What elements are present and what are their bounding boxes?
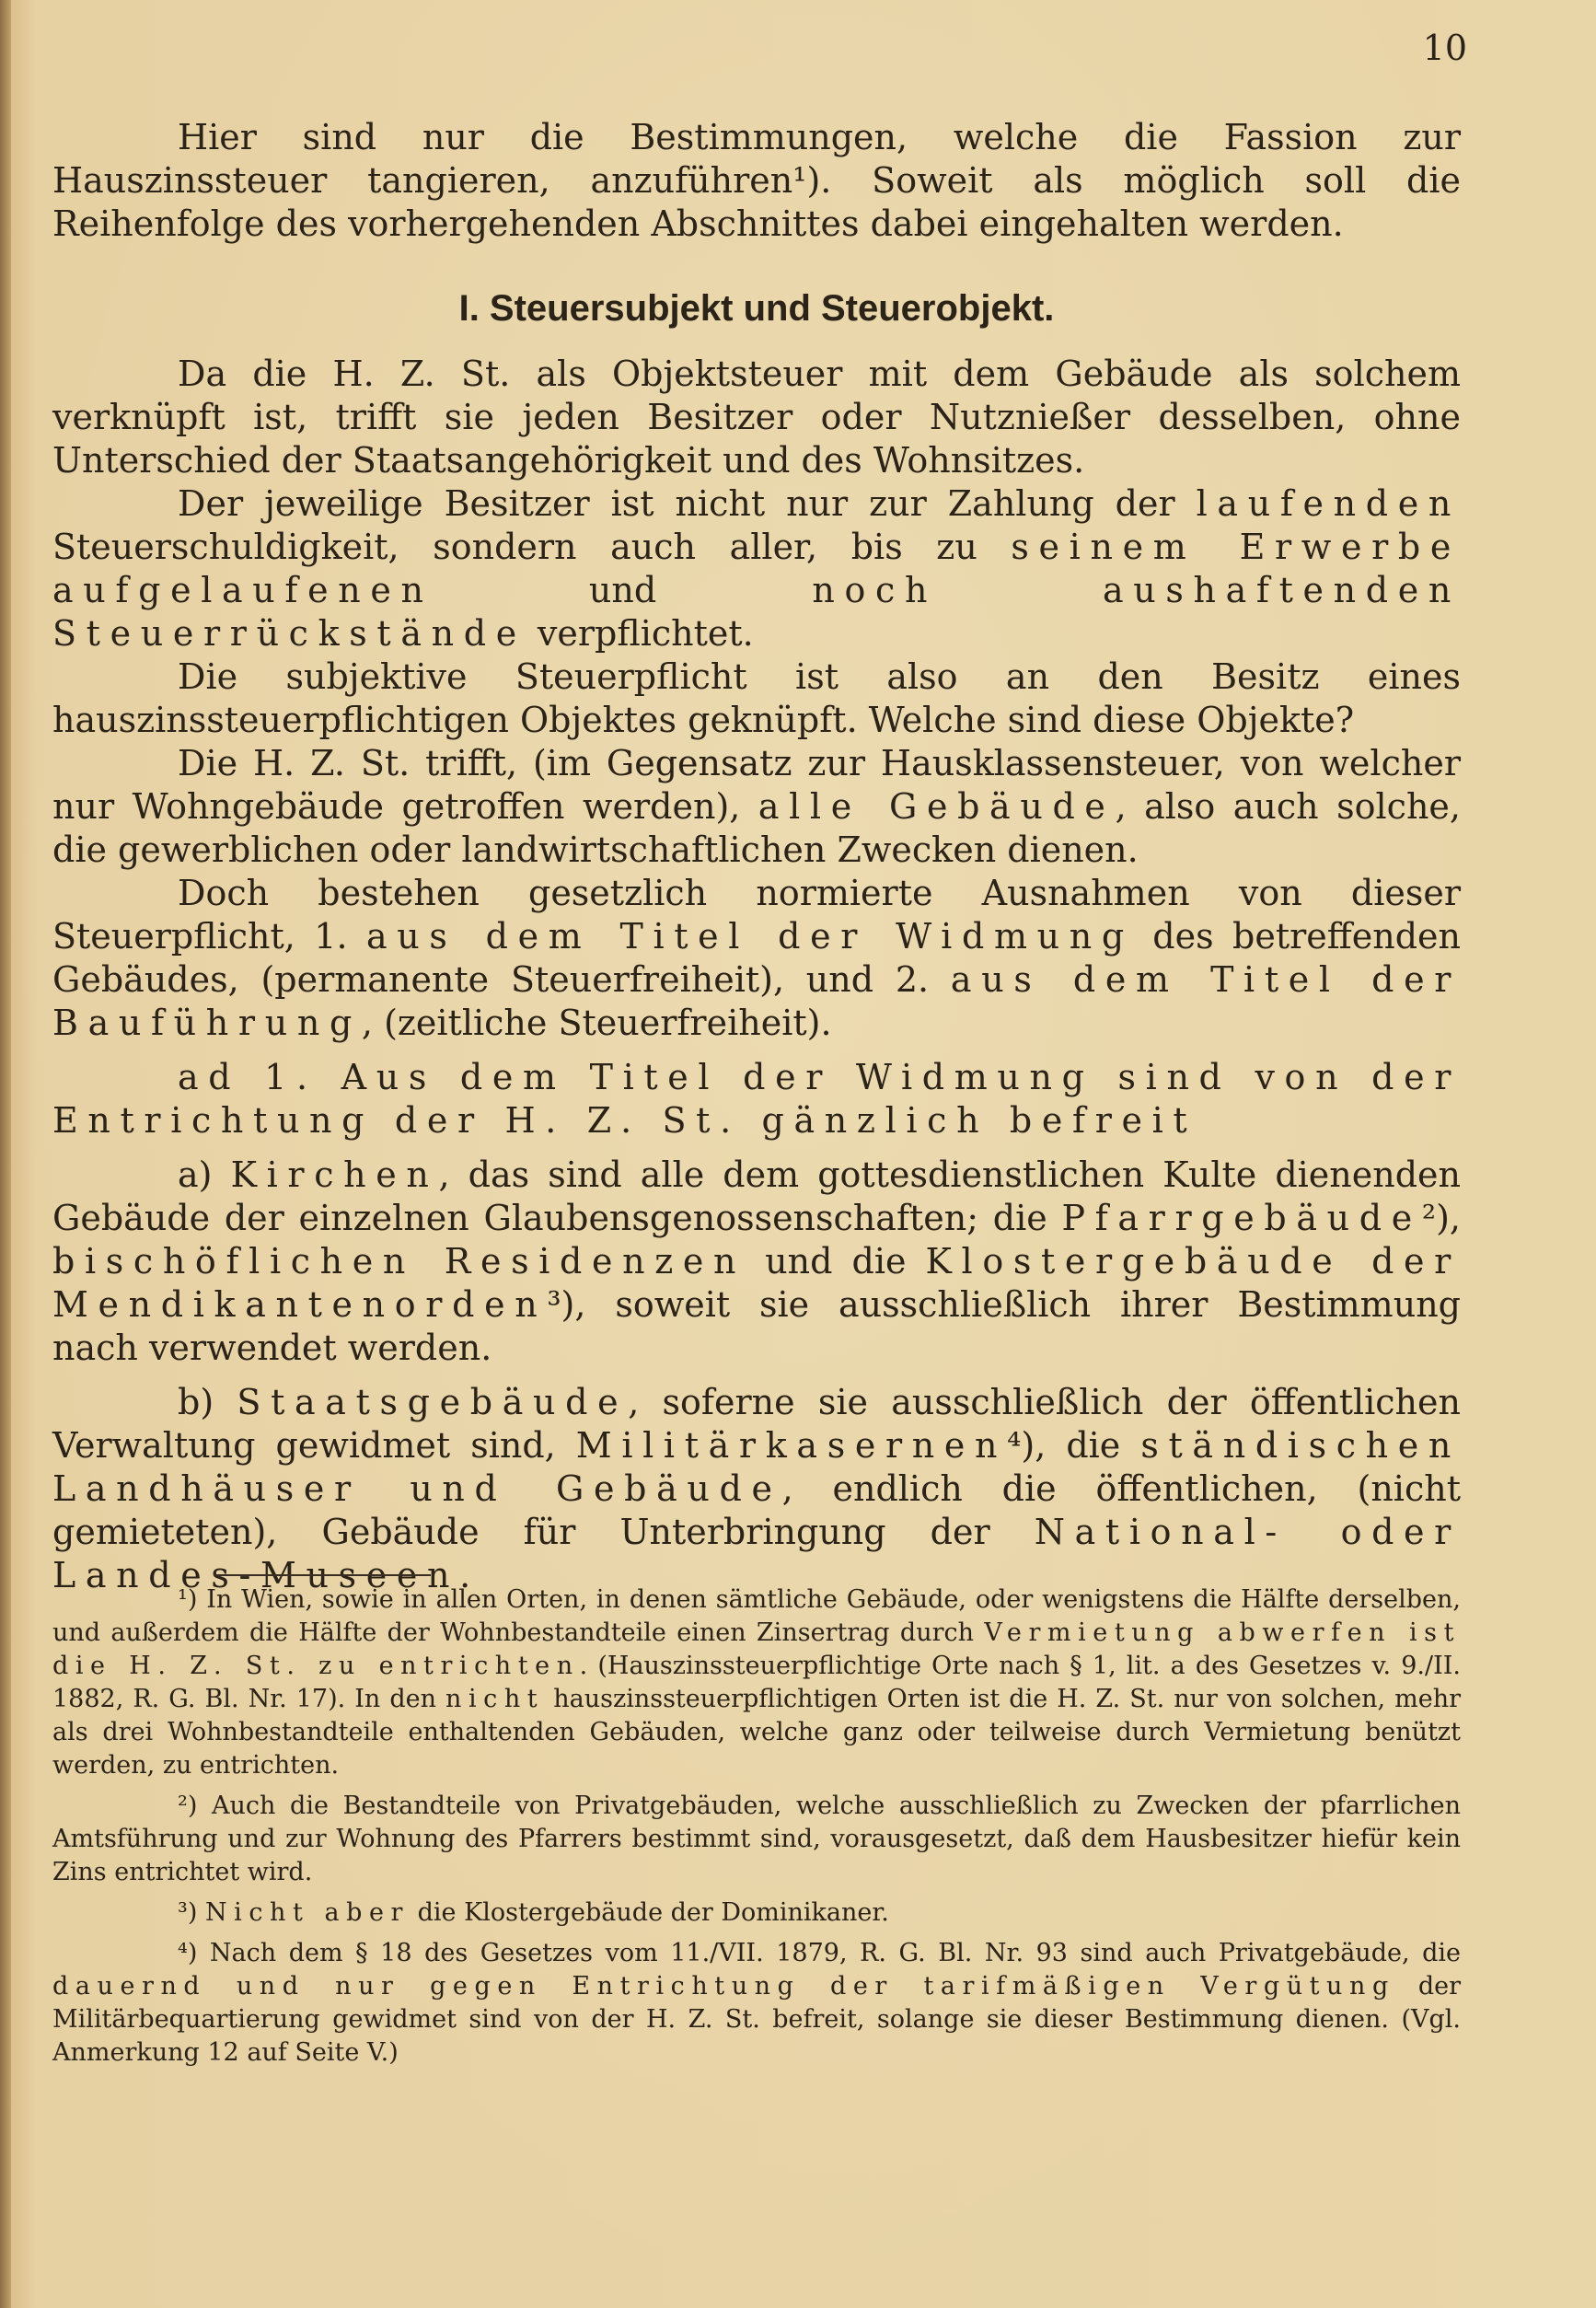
paragraph-7: a) Kirchen, das sind alle dem gottesdienstlichen Kulte dienenden Gebäude der einzelnen Glaubensgenossenschaften; die Pfarrgebäude²), bischöflichen Residenzen und die Klostergebäude der Mendikantenorden³), soweit sie ausschließlich ihrer Bestimmung nach verwendet werden. (52, 1154, 1462, 1368)
paragraph-2: Der jeweilige Besitzer ist nicht nur zur Zahlung der laufenden Steuerschuldigkeit, sondern auch aller, bis zu seinem Erwerbe aufgelaufenen und noch aushaftenden Steuerrückstände verpflichtet. (52, 483, 1462, 654)
footnote-4: ⁴) Nach dem § 18 des Gesetzes vom 11./VII. 1879, R. G. Bl. Nr. 93 sind auch Privatgebäude, die dauernd und nur gegen Entrichtung der tarifmäßigen Vergütung der Militärbequartierung gewidmet sind von der H. Z. St. befreit, solange sie dieser Bestimmung dienen. (Vgl. Anmerkung 12 auf Seite V.) (52, 1939, 1461, 2067)
paragraph-3: Die subjektive Steuerpflicht ist also an den Besitz eines hauszinssteuerpflichtigen Objektes geknüpft. Welche sind diese Objekte? (52, 656, 1461, 740)
book-binding-edge (0, 0, 11, 2308)
footnote-1: ¹) In Wien, sowie in allen Orten, in denen sämtliche Gebäude, oder wenigstens die Hälfte derselben, und außerdem die Hälfte der Wohnbestandteile einen Zinsertrag durch Vermietung abwerfen ist die H. Z. St. zu entrichten. (Hauszinssteuerpflichtige Orte nach § 1, lit. a des Gesetzes v. 9./II. 1882, R. G. Bl. Nr. 17). In den nicht hauszinssteuerpflichtigen Orten ist die H. Z. St. nur von solchen, mehr als drei Wohnbestandteile enthaltenden Gebäuden, welche ganz oder teilweise durch Vermietung benützt werden, zu entrichten. (52, 1585, 1461, 1780)
paragraph-6: ad 1. Aus dem Titel der Widmung sind von der Entrichtung der H. Z. St. gänzlich befreit (52, 1057, 1461, 1141)
footnote-rule (214, 1574, 431, 1576)
footnotes (52, 1583, 1461, 2077)
main-text (52, 116, 1461, 1597)
paragraph-4: Die H. Z. St. trifft, (im Gegensatz zur Hausklassensteuer, von welcher nur Wohngebäude getroffen werden), alle Gebäude, also auch solche, die gewerblichen oder landwirtschaftlichen Zwecken dienen. (52, 743, 1461, 870)
paragraph-1: Da die H. Z. St. als Objektsteuer mit dem Gebäude als solchem verknüpft ist, trifft sie jeden Besitzer oder Nutznießer desselben, ohne Unterschied der Staatsangehörigkeit und des Wohnsitzes. (52, 354, 1461, 481)
paragraph-5: Doch bestehen gesetzlich normierte Ausnahmen von dieser Steuerpflicht, 1. aus dem Titel der Widmung des betreffenden Gebäudes, (permanente Steuerfreiheit), und 2. aus dem Titel der Bauführung, (zeitliche Steuerfreiheit). (52, 873, 1461, 1043)
intro-paragraph: Hier sind nur die Bestimmungen, welche die Fassion zur Hauszinssteuer tangieren, anzuführen¹). Soweit als möglich soll die Reihenfolge des vorhergehenden Abschnittes dabei eingehalten werden. (52, 117, 1461, 244)
footnote-2: ²) Auch die Bestandteile von Privatgebäuden, welche ausschließlich zu Zwecken der pfarrlichen Amtsführung und zur Wohnung des Pfarrers bestimmt sind, vorausgesetzt, daß dem Hausbesitzer hiefür kein Zins entrichtet wird. (52, 1792, 1461, 1886)
page-number: 10 (1422, 28, 1467, 68)
footnote-3: ³) Nicht aber die Klostergebäude der Dominikaner. (178, 1898, 889, 1927)
paragraph-8: b) Staatsgebäude, soferne sie ausschließlich der öffentlichen Verwaltung gewidmet sind, Militärkasernen⁴), die ständischen Landhäuser und Gebäude, endlich die öffentlichen, (nicht gemieteten), Gebäude für Unterbringung der National- oder Landes-Museen. (52, 1382, 1461, 1595)
section-heading: I. Steuersubjekt und Steuerobjekt. (458, 288, 1055, 329)
